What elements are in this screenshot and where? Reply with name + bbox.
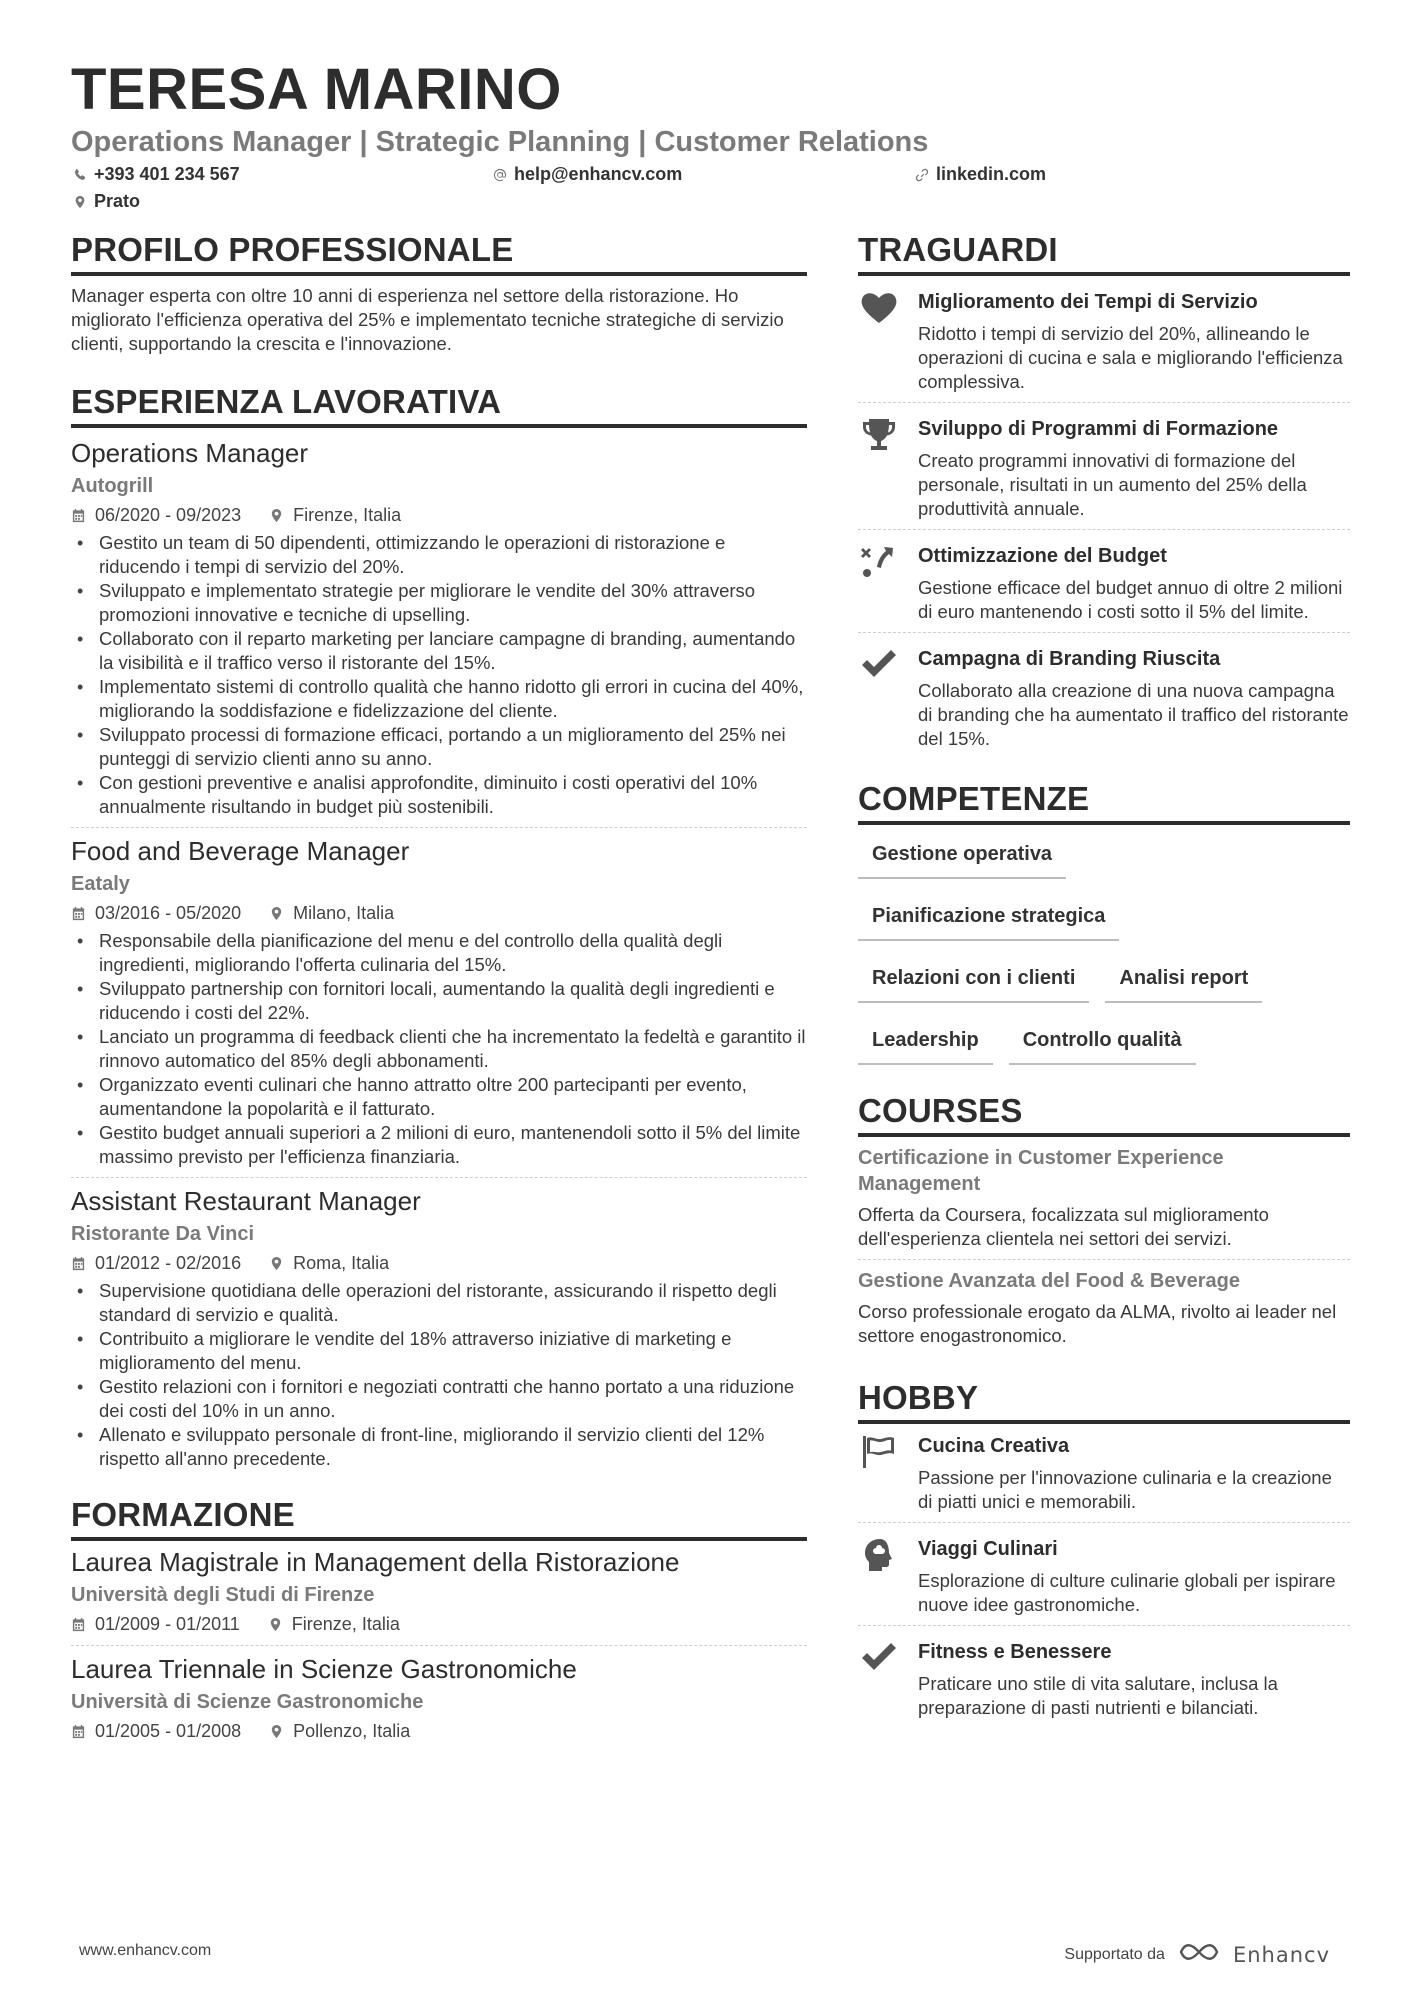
job-entry [71, 827, 807, 1177]
section-heading: PROFILO PROFESSIONALE [71, 230, 807, 276]
education-dates: 01/2005 - 01/2008 [95, 1721, 242, 1741]
email-contact[interactable] [493, 164, 682, 185]
hobby-desc: Praticare uno stile di vita salutare, inclusa la preparazione di pasti nutrienti e bilanciati. [918, 1673, 1278, 1718]
course-item [858, 1137, 1350, 1259]
section-heading: COURSES [858, 1091, 1350, 1137]
calendar-icon [71, 906, 86, 921]
section-heading: COMPETENZE [858, 779, 1350, 825]
bullet-item: • Allenato e sviluppato personale di front-line, migliorando il servizio clienti del 12% rispetto all'anno precedente. [71, 1423, 807, 1471]
location-text: Prato [94, 191, 141, 211]
bullet-item: • Sviluppato processi di formazione efficaci, portando a un miglioramento del 25% nei punteggi di servizio clienti anno su anno. [71, 723, 807, 771]
achievement-desc: Collaborato alla creazione di una nuova campagna di branding che ha aumentato il traffico del ristorante del 15%. [918, 680, 1349, 749]
job-location [269, 900, 394, 926]
calendar-icon [71, 1256, 86, 1271]
course-title: Certificazione in Customer Experience Management [858, 1147, 1224, 1195]
bullet-item: • Supervisione quotidiana delle operazioni del ristorante, assicurando il rispetto degli standard di servizio e qualità. [71, 1279, 807, 1327]
phone-icon [73, 168, 87, 182]
bullet-item: • Sviluppato partnership con fornitori locali, aumentando la qualità degli ingredienti e riducendo i costi del 22%. [71, 977, 807, 1025]
location-pin-icon [268, 1617, 283, 1632]
job-location-text: Milano, Italia [293, 903, 395, 923]
section-heading: ESPERIENZA LAVORATIVA [71, 382, 807, 428]
bullet-item: • Gestito relazioni con i fornitori e negoziati contratti che hanno portato a una riduzione dei costi del 10% in un anno. [71, 1375, 807, 1423]
linkedin-text[interactable]: linkedin.com [936, 164, 1047, 184]
candidate-name: TERESA MARINO [71, 57, 562, 122]
phone-contact [73, 164, 240, 185]
hobby-item [858, 1625, 1350, 1728]
achievement-desc: Ridotto i tempi di servizio del 20%, allineando le operazioni di cucina e sala e migliorando l'efficienza complessiva. [918, 323, 1343, 392]
flag-icon [858, 1432, 918, 1514]
company-name: Eataly [71, 873, 130, 895]
achievements-section [858, 230, 1350, 759]
head-icon [858, 1535, 918, 1617]
skill-tag: Gestione operativa [858, 831, 1066, 879]
contact-info [71, 164, 1351, 220]
profile-section [71, 230, 807, 356]
skill-tag: Leadership [858, 1017, 993, 1065]
job-location-text: Firenze, Italia [293, 505, 402, 525]
bullet-item: • Responsabile della pianificazione del menu e del controllo della qualità degli ingredienti, migliorando l'offerta culinaria del 15%. [71, 929, 807, 977]
footer-website-link[interactable]: www.enhancv.com [79, 1942, 212, 1959]
hobby-item [858, 1424, 1350, 1522]
job-title: Assistant Restaurant Manager [71, 1186, 421, 1216]
education-entry [71, 1645, 807, 1752]
powered-by-text: Supportato da [1064, 1945, 1165, 1963]
degree-title: Laurea Triennale in Scienze Gastronomiche [71, 1654, 577, 1684]
achievement-title: Ottimizzazione del Budget [918, 545, 1167, 567]
at-icon [493, 168, 507, 182]
job-bullets [71, 531, 807, 819]
bullet-item: • Gestito un team di 50 dipendenti, ottimizzando le operazioni di ristorazione e riducendo i tempi di servizio del 20%. [71, 531, 807, 579]
location-pin-icon [269, 1256, 284, 1271]
achievement-item [858, 402, 1350, 529]
course-desc: Offerta da Coursera, focalizzata sul miglioramento dell'esperienza clientela nei settori dei servizi. [858, 1204, 1269, 1249]
job-location [269, 1250, 389, 1276]
education-dates: 01/2009 - 01/2011 [95, 1614, 240, 1634]
job-meta [71, 1250, 807, 1276]
heart-icon [858, 288, 918, 394]
company-name: Ristorante Da Vinci [71, 1223, 255, 1245]
education-location [268, 1611, 400, 1637]
education-entry [71, 1545, 807, 1645]
course-title: Gestione Avanzata del Food & Beverage [858, 1270, 1240, 1292]
courses-section [858, 1091, 1350, 1356]
hobby-item [858, 1522, 1350, 1625]
course-item [858, 1259, 1350, 1356]
degree-title: Laurea Magistrale in Management della Ristorazione [71, 1547, 680, 1577]
hobby-desc: Passione per l'innovazione culinaria e la creazione di piatti unici e memorabili. [918, 1467, 1332, 1512]
achievement-desc: Creato programmi innovativi di formazione del personale, risultati in un aumento del 25% della produttività annuale. [918, 450, 1307, 519]
location-pin-icon [269, 906, 284, 921]
education-location-text: Firenze, Italia [291, 1614, 400, 1634]
section-heading: HOBBY [858, 1378, 1350, 1424]
calendar-icon [71, 1617, 86, 1632]
education-meta [71, 1718, 807, 1744]
bullet-item: • Collaborato con il reparto marketing per lanciare campagne di branding, aumentando la visibilità e il traffico verso il ristorante del 15%. [71, 627, 807, 675]
section-heading: TRAGUARDI [858, 230, 1350, 276]
job-bullets [71, 1279, 807, 1471]
achievement-title: Campagna di Branding Riuscita [918, 648, 1221, 670]
job-meta [71, 900, 807, 926]
link-icon [915, 168, 929, 182]
job-dates: 01/2012 - 02/2016 [95, 1253, 242, 1273]
company-name: Autogrill [71, 475, 154, 497]
education-section [71, 1495, 807, 1752]
strategy-icon [858, 542, 918, 624]
school-name: Università di Scienze Gastronomiche [71, 1691, 424, 1713]
hobby-title: Cucina Creativa [918, 1435, 1070, 1457]
location-pin-icon [73, 195, 87, 209]
job-dates: 03/2016 - 05/2020 [95, 903, 242, 923]
skills-section [858, 779, 1350, 1079]
hobby-title: Fitness e Benessere [918, 1641, 1112, 1663]
bullet-item: • Lanciato un programma di feedback clienti che ha incrementato la fedeltà e garantito il rinnovo automatico del 85% degli abbonamenti. [71, 1025, 807, 1073]
hobbies-section [858, 1378, 1350, 1728]
bullet-item: • Gestito budget annuali superiori a 2 milioni di euro, mantenendoli sotto il 5% del limite massimo previsto per l'efficienza finanziaria. [71, 1121, 807, 1169]
resume-header [71, 58, 1351, 220]
job-location [269, 502, 401, 528]
enhancv-brand[interactable]: Enhancv [1232, 1942, 1330, 1967]
achievement-desc: Gestione efficace del budget annuo di oltre 2 milioni di euro mantenendo i costi sotto il 5% del limite. [918, 577, 1343, 622]
experience-section [71, 382, 807, 1479]
achievement-item [858, 529, 1350, 632]
trophy-icon [858, 415, 918, 521]
achievement-title: Sviluppo di Programmi di Formazione [918, 418, 1279, 440]
job-title: Food and Beverage Manager [71, 836, 410, 866]
job-entry [71, 436, 807, 827]
profile-summary: Manager esperta con oltre 10 anni di esperienza nel settore della ristorazione. Ho migliorato l'efficienza operativa del 25% e implementato tecniche strategiche di servizio clienti, supportando la crescita e l'innovazione. [71, 285, 784, 354]
education-location [269, 1718, 410, 1744]
bullet-item: • Contribuito a migliorare le vendite del 18% attraverso iniziative di marketing e miglioramento del menu. [71, 1327, 807, 1375]
hobby-desc: Esplorazione di culture culinarie globali per ispirare nuove idee gastronomiche. [918, 1570, 1336, 1615]
enhancv-logo-icon [1177, 1940, 1221, 1969]
checkmark-icon [858, 1638, 918, 1720]
job-dates: 06/2020 - 09/2023 [95, 505, 242, 525]
powered-by [1064, 1940, 1330, 1969]
section-heading: FORMAZIONE [71, 1495, 807, 1541]
bullet-item: • Implementato sistemi di controllo qualità che hanno ridotto gli errori in cucina del 40%, migliorando la soddisfazione e fidelizzazione del cliente. [71, 675, 807, 723]
skill-tag: Relazioni con i clienti [858, 955, 1089, 1003]
bullet-item: • Sviluppato e implementato strategie per migliorare le vendite del 30% attraverso promozioni innovative e tecniche di upselling. [71, 579, 807, 627]
email-text[interactable]: help@enhancv.com [514, 164, 683, 184]
education-location-text: Pollenzo, Italia [293, 1721, 411, 1741]
candidate-title: Operations Manager | Strategic Planning | Customer Relations [71, 126, 929, 158]
calendar-icon [71, 1724, 86, 1739]
school-name: Università degli Studi di Firenze [71, 1584, 375, 1606]
skill-tag: Pianificazione strategica [858, 893, 1119, 941]
job-location-text: Roma, Italia [293, 1253, 390, 1273]
left-column [71, 230, 807, 1752]
location-pin-icon [269, 508, 284, 523]
linkedin-contact[interactable] [915, 164, 1046, 185]
right-column [858, 230, 1350, 1728]
location-contact [73, 191, 140, 212]
page-footer [0, 1940, 1410, 1970]
location-pin-icon [269, 1724, 284, 1739]
course-desc: Corso professionale erogato da ALMA, rivolto ai leader nel settore enogastronomico. [858, 1301, 1337, 1346]
job-bullets [71, 929, 807, 1169]
job-title: Operations Manager [71, 438, 309, 468]
job-entry [71, 1177, 807, 1479]
bullet-item: • Con gestioni preventive e analisi approfondite, diminuito i costi operativi del 10% annualmente risultando in budget più sostenibili. [71, 771, 807, 819]
skill-tag: Analisi report [1105, 955, 1262, 1003]
checkmark-icon [858, 645, 918, 751]
job-meta [71, 502, 807, 528]
phone-text: +393 401 234 567 [94, 164, 240, 184]
achievement-title: Miglioramento dei Tempi di Servizio [918, 291, 1258, 313]
skills-list [858, 825, 1350, 1079]
calendar-icon [71, 508, 86, 523]
bullet-item: • Organizzato eventi culinari che hanno attratto oltre 200 partecipanti per evento, aumentandone la popolarità e il fatturato. [71, 1073, 807, 1121]
hobby-title: Viaggi Culinari [918, 1538, 1058, 1560]
skill-tag: Controllo qualità [1009, 1017, 1196, 1065]
education-meta [71, 1611, 807, 1637]
achievement-item [858, 632, 1350, 759]
achievement-item [858, 276, 1350, 402]
